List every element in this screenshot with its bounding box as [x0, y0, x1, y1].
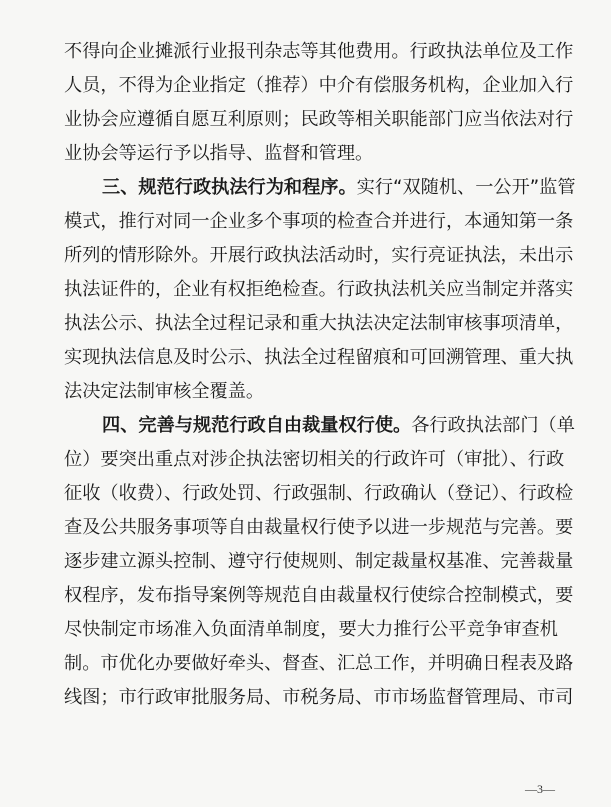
section-4-line: 征收（收费）、行政处罚、行政强制、行政确认（登记）、行政检	[64, 483, 574, 504]
section-3-first-line	[102, 171, 576, 205]
paragraph-line: 业协会等运行予以指导、监督和管理。	[64, 143, 374, 164]
section-4-line: 制。市优化办要做好牵头、督查、汇总工作，并明确日程表及路	[64, 653, 574, 674]
section-3-heading: 三、规范行政执法行为和程序。	[102, 177, 357, 198]
section-3-line: 实现执法信息及时公示、执法全过程留痕和可回溯管理、重大执	[64, 347, 574, 368]
section-3-first-line-text: 实行“双随机、一公开”监管	[356, 177, 576, 198]
section-4-first-line	[102, 409, 575, 443]
section-4-line: 查及公共服务事项等自由裁量权行使予以进一步规范与完善。要	[64, 517, 574, 538]
page-number: —3—	[525, 782, 555, 796]
section-4-heading: 四、完善与规范行政自由裁量权行使。	[102, 415, 412, 436]
paragraph-line: 业协会应遵循自愿互利原则；民政等相关职能部门应当依法对行	[64, 109, 574, 130]
section-4-line: 权程序，发布指导案例等规范自由裁量权行使综合控制模式，要	[64, 585, 574, 606]
section-4-line: 逐步建立源头控制、遵守行使规则、制定裁量权基准、完善裁量	[64, 551, 574, 572]
section-4-line: 线图；市行政审批服务局、市税务局、市市场监督管理局、市司	[64, 687, 574, 708]
section-3-line: 所列的情形除外。开展行政执法活动时，实行亮证执法，未出示	[64, 245, 574, 266]
section-3-line: 执法公示、执法全过程记录和重大执法决定法制审核事项清单，	[64, 313, 574, 334]
section-3-line: 执法证件的，企业有权拒绝检查。行政执法机关应当制定并落实	[64, 279, 574, 300]
section-4-line: 位）要突出重点对涉企执法密切相关的行政许可（审批）、行政	[64, 449, 565, 470]
paragraph-line: 人员，不得为企业指定（推荐）中介有偿服务机构，企业加入行	[64, 75, 574, 96]
section-4-first-line-text: 各行政执法部门（单	[411, 415, 575, 436]
section-3-line: 法决定法制审核全覆盖。	[64, 381, 265, 402]
section-3-line: 模式，推行对同一企业多个事项的检查合并进行，本通知第一条	[64, 211, 574, 232]
section-4-line: 尽快制定市场准入负面清单制度，要大力推行公平竞争审查机	[64, 619, 558, 640]
paragraph-line: 不得向企业摊派行业报刊杂志等其他费用。行政执法单位及工作	[64, 41, 574, 62]
